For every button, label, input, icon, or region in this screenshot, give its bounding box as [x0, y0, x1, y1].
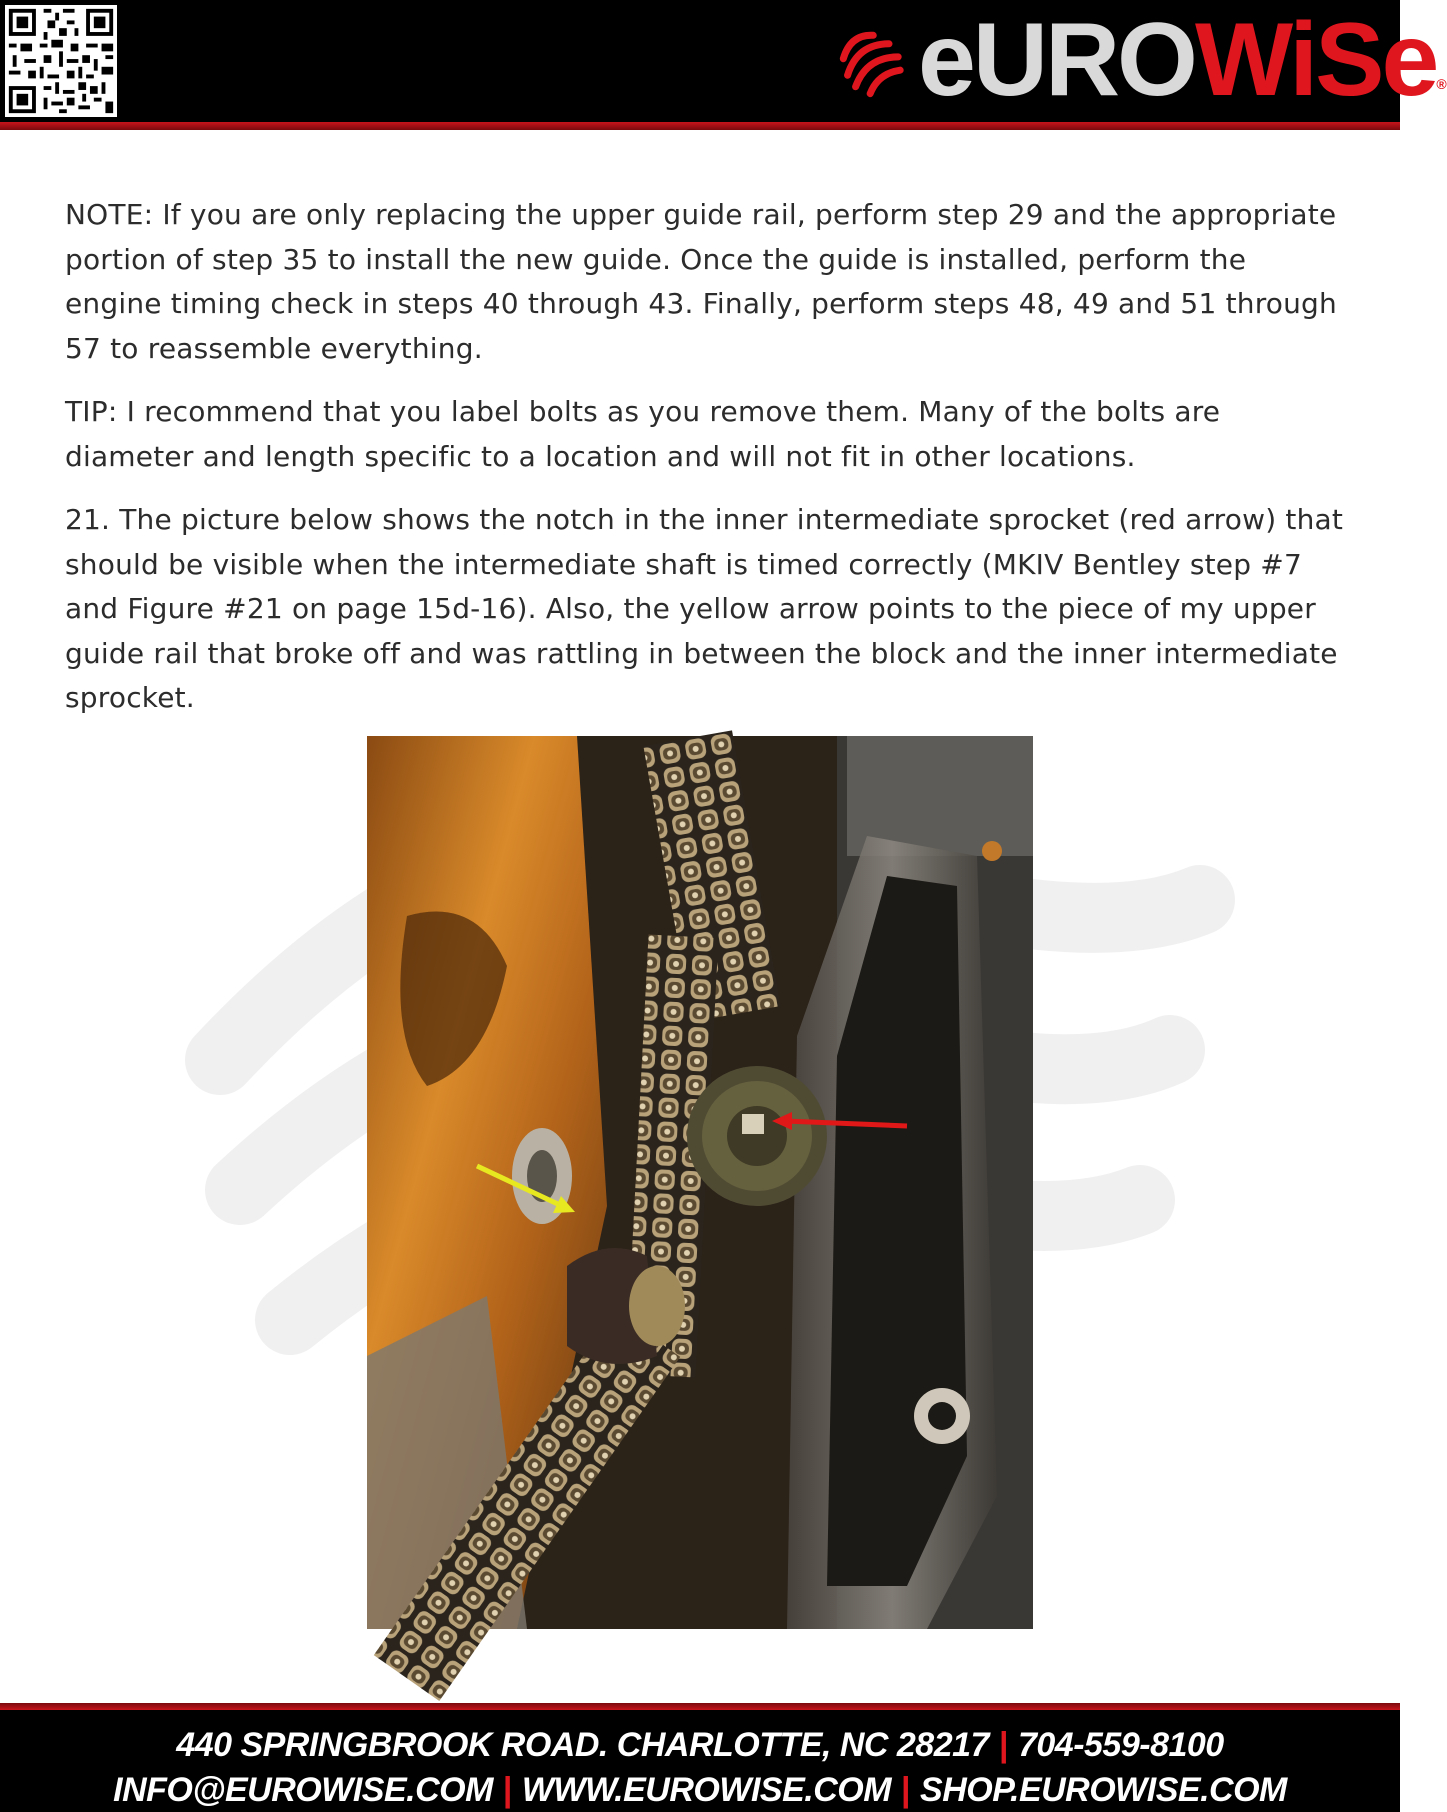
page-footer: [0, 1710, 1400, 1812]
footer-email-link[interactable]: INFO@EUROWISE.COM: [113, 1771, 493, 1809]
page-header: [0, 0, 1447, 122]
footer-contact-line: [0, 1771, 1400, 1810]
step-21-paragraph: 21. The picture below shows the notch in the inner intermediate sprocket (red arrow) that should be visible when the intermediate shaft is timed correctly (MKIV Bentley step #7 and Figure #21 on page 15d-16). Also, the yellow arrow points to the piece of my upper guide rail that broke off and was rattling in between the block and the inner intermediate sprocket.: [65, 503, 1344, 714]
header-red-stripe: [0, 122, 1400, 130]
tip-paragraph: TIP: I recommend that you label bolts as you remove them. Many of the bolts are diameter and length specific to a location and will not fit in other locations.: [65, 395, 1221, 473]
footer-address: 440 SPRINGBROOK ROAD. CHARLOTTE, NC 28217: [176, 1726, 989, 1764]
logo-wise-text: WiSe: [1194, 2, 1437, 118]
footer-separator: |: [502, 1771, 512, 1809]
footer-separator: |: [998, 1726, 1008, 1764]
footer-phone[interactable]: 704-559-8100: [1017, 1726, 1224, 1764]
footer-separator: |: [901, 1771, 911, 1809]
timing-chain-illustration: [367, 736, 1033, 1629]
footer-red-stripe: [0, 1703, 1400, 1710]
timing-chain-photo: [367, 736, 1033, 1629]
logo-mark-icon: [830, 22, 910, 102]
eurowise-logo[interactable]: [830, 2, 1447, 118]
logo-wordmark: [918, 2, 1447, 134]
article-body: [65, 193, 1345, 740]
registered-mark: ®: [1436, 76, 1447, 92]
footer-shop-link[interactable]: SHOP.EUROWISE.COM: [920, 1771, 1287, 1809]
footer-address-line: [0, 1726, 1400, 1765]
logo-euro-text: eURO: [918, 2, 1195, 118]
footer-website-link[interactable]: WWW.EUROWISE.COM: [521, 1771, 892, 1809]
note-paragraph: NOTE: If you are only replacing the upper guide rail, perform step 29 and the appropriate portion of step 35 to install the new guide. Once the guide is installed, perform the engine timing check in steps 40 through 43. Finally, perform steps 48, 49 and 51 through 57 to reassemble everything.: [65, 198, 1337, 365]
qr-code-icon: [5, 5, 117, 117]
